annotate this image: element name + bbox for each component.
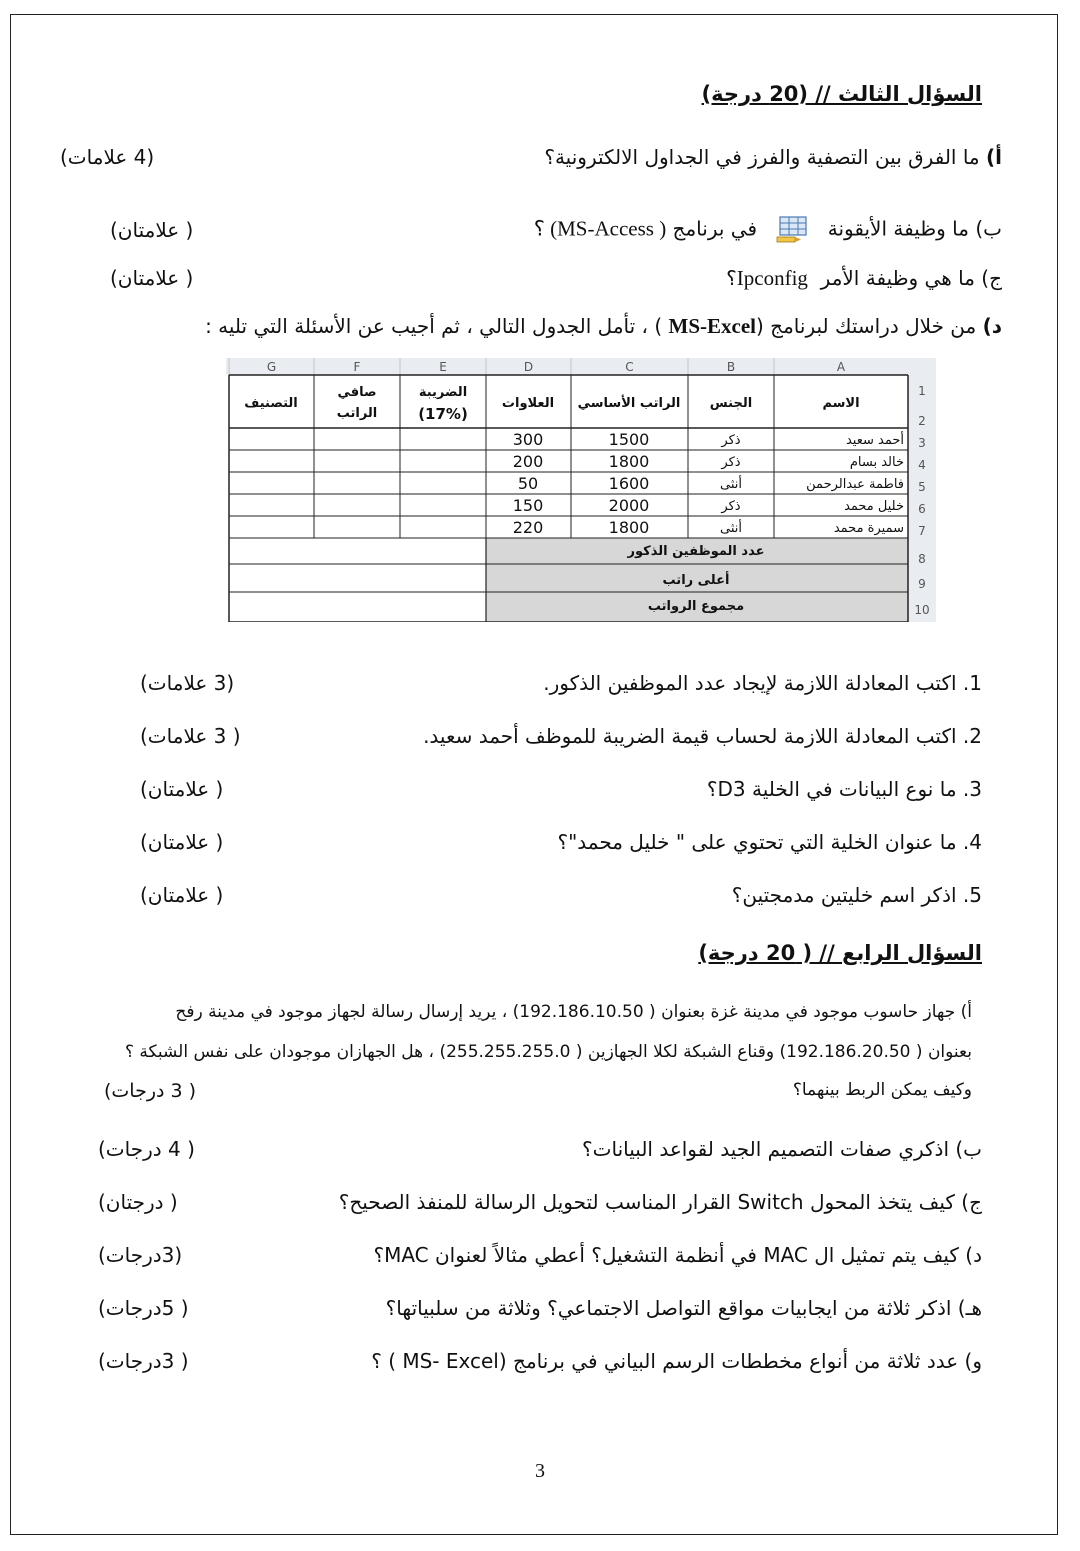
summary-label: عدد الموظفين الذكور [627,544,765,559]
q3-c-row [110,258,1002,298]
q3-d-question: د) من خلال دراستك لبرنامج (MS-Excel ) ، تأمل الجدول التالي ، ثم أجيب عن الأسئلة التي تليه : [205,313,1002,338]
subquestion-text: 1. اكتب المعادلة اللازمة لإيجاد عدد الموظفين الذكور. [543,671,982,695]
q4-a-line3: وكيف يمكن الربط بينهما؟ [792,1080,972,1100]
q3-a-row [60,137,1002,177]
q4-item-marks: ( 5درجات) [98,1296,189,1320]
row-number: 9 [918,577,926,591]
q4-item-text: و) عدد ثلاثة من أنواع مخططات الرسم البياني في برنامج (MS- Excel ) ؟ [371,1349,982,1373]
q3-heading: السؤال الثالث // (20 درجة) [701,82,982,106]
header-name: الاسم [822,396,860,411]
q4-item-text: د) كيف يتم تمثيل ال MAC في أنظمة التشغيل؟ أعطي مثالاً لعنوان MAC؟ [373,1243,982,1267]
q4-item-row [98,1341,982,1381]
header-tax-rate: (17%) [418,405,468,423]
header-net: صافي [337,385,377,400]
q3-b-row [110,210,1002,250]
q3-d-row [60,306,1002,346]
subquestion-row [140,663,982,703]
q3-c-marks: ( علامتان) [110,266,194,290]
subquestion-text: 5. اذكر اسم خليتين مدمجتين؟ [731,883,982,907]
cell-allowances: 50 [517,474,539,493]
q4-item-text: ب) اذكري صفات التصميم الجيد لقواعد البيانات؟ [582,1137,982,1161]
cell-name: سميرة محمد [833,521,904,536]
q3-a-marks: (4 علامات) [60,145,155,169]
q4-a-line1: أ) جهاز حاسوب موجود في مدينة غزة بعنوان ( 192.186.10.50) ، يريد إرسال رسالة لجهاز موجود في مدينة رفح [175,1002,972,1022]
q4-a-line2: بعنوان ( 192.186.20.50) وقناع الشبكة لكلا الجهازين ( 255.255.255.0) ، هل الجهازان موجودان على نفس الشبكة ؟ [124,1042,972,1062]
column-letter: A [836,360,846,374]
row-number: 4 [918,458,926,472]
row-number: 6 [918,502,926,516]
cell-name: خالد بسام [849,455,904,470]
header-net-salary: الراتب [336,406,378,421]
summary-label: أعلى راتب [662,573,730,588]
cell-name: فاطمة عبدالرحمن [806,477,904,492]
cell-allowances: 300 [512,430,544,449]
cell-salary: 1800 [608,452,650,471]
cell-gender: ذكر [721,455,741,470]
q4-a-marks: ( 3 درجات) [104,1080,197,1102]
q4-item-text: هـ) اذكر ثلاثة من ايجابيات مواقع التواصل الاجتماعي؟ وثلاثة من سلبياتها؟ [385,1296,982,1320]
q4-item-row [98,1288,982,1328]
subquestion-marks: (3 علامات) [140,671,235,695]
summary-label: مجموع الرواتب [647,599,745,614]
cell-name: أحمد سعيد [845,433,904,448]
q4-item-marks: ( 3درجات) [98,1349,189,1373]
cell-salary: 1800 [608,518,650,537]
q3-c-question: ج) ما هي وظيفة الأمر Ipconfig؟ [726,265,1002,290]
row-number: 3 [918,436,926,450]
excel-table-figure [226,358,936,622]
q4-item-marks: ( درجتان) [98,1190,178,1214]
header-gender: الجنس [709,396,753,411]
row-number: 2 [918,414,926,428]
cell-salary: 1600 [608,474,650,493]
subquestion-marks: ( 3 علامات) [140,724,241,748]
q4-item-marks: ( 4 درجات) [98,1137,195,1161]
row-number: 7 [918,524,926,538]
header-allowances: العلاوات [501,396,555,411]
cell-allowances: 220 [512,518,544,537]
cell-salary: 2000 [608,496,650,515]
column-letter: C [625,360,634,374]
cell-allowances: 200 [512,452,544,471]
cell-gender: أنثى [720,521,742,536]
row-number: 8 [918,552,926,566]
q4-item-text: ج) كيف يتخذ المحول Switch القرار المناسب لتحويل الرسالة للمنفذ الصحيح؟ [338,1190,982,1214]
q3-b-marks: ( علامتان) [110,218,194,242]
header-tax: الضريبة [418,385,468,400]
q3-a-question: أ) ما الفرق بين التصفية والفرز في الجداول الالكترونية؟ [544,145,1002,169]
header-salary: الراتب الأساسي [577,396,681,411]
subquestion-row [140,822,982,862]
column-letter: F [353,360,361,374]
access-table-design-icon [775,215,809,245]
subquestion-text: 2. اكتب المعادلة اللازمة لحساب قيمة الضريبة للموظف أحمد سعيد. [423,724,982,748]
subquestion-row [140,769,982,809]
page-number: 3 [535,1460,545,1482]
q4-item-row [98,1129,982,1169]
subquestion-text: 3. ما نوع البيانات في الخلية D3؟ [706,777,982,801]
header-class: التصنيف [244,396,298,411]
cell-gender: أنثى [720,477,742,492]
column-letter: E [439,360,447,374]
row-number: 5 [918,480,926,494]
cell-salary: 1500 [608,430,650,449]
row-number: 1 [918,384,926,398]
cell-gender: ذكر [721,499,741,514]
subquestion-row [140,875,982,915]
column-letter: D [523,360,534,374]
row-number: 10 [914,603,930,617]
subquestion-marks: ( علامتان) [140,830,224,854]
subquestion-row [140,716,982,756]
cell-allowances: 150 [512,496,544,515]
q4-item-row [98,1235,982,1275]
column-letter: B [726,360,736,374]
q4-item-marks: (3درجات) [98,1243,183,1267]
column-letter: G [266,360,277,374]
cell-gender: ذكر [721,433,741,448]
q3-b-question: ب) ما وظيفة الأيقونة في برنامج ( MS-Access) ؟ [534,215,1002,245]
subquestion-text: 4. ما عنوان الخلية التي تحتوي على " خليل محمد"؟ [557,830,982,854]
cell-name: خليل محمد [844,499,904,514]
q4-item-row [98,1182,982,1222]
subquestion-marks: ( علامتان) [140,777,224,801]
q4-heading: السؤال الرابع // ( 20 درجة) [698,941,982,965]
subquestion-marks: ( علامتان) [140,883,224,907]
